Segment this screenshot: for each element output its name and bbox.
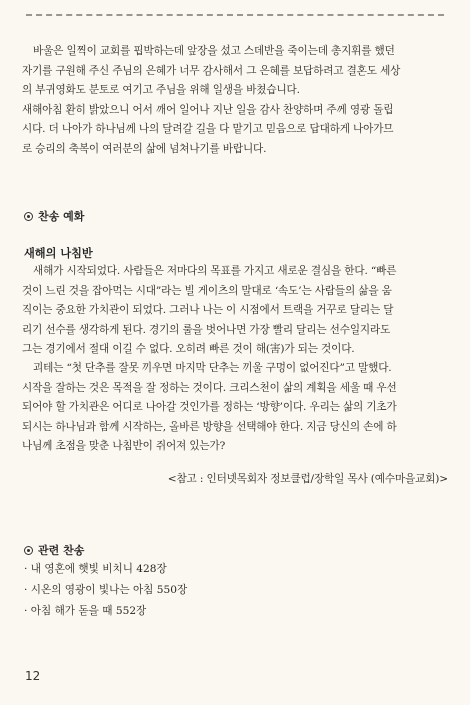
text-line: 되어야 할 가치관은 어디로 나아갈 것인가를 정하는 ‘방향’이다. 우리는 삶의 기초가 (22, 401, 397, 413)
story-title: 새해의 나침반 (24, 247, 93, 260)
text-line: 의 부귀영화도 분토로 여기고 주님을 위해 일생을 바쳤습니다. (22, 84, 300, 96)
heading-label: 관련 찬송 (38, 544, 85, 557)
text-line: 되시는 하나님과 함께 시작하는, 올바른 방향을 선택해야 한다. 지금 당신의 손에 하 (22, 420, 397, 433)
text-line: 바울은 일찍이 교회를 핍박하는데 앞장을 섰고 스데반을 죽이는데 총지휘를 했던 (33, 45, 395, 57)
top-dashed-rule (26, 14, 444, 16)
list-item: · 아침 해가 돋을 때 552장 (24, 605, 147, 617)
list-item: · 시온의 영광이 빛나는 아침 550장 (24, 584, 188, 596)
text-line: 괴테는 “첫 단추를 잘못 끼우면 마지막 단추는 끼울 구멍이 없어진다”고 말했다. (33, 362, 392, 374)
text-line: 리기 선수를 생각하게 된다. 경기의 룰을 벗어나면 가장 빨리 달리는 선수일지라도 (22, 323, 391, 336)
page-number: 12 (25, 669, 41, 683)
story-paragraph-1 (22, 262, 450, 360)
related-hymns-heading (24, 542, 84, 558)
hymn-section-heading (24, 208, 84, 224)
intro-paragraph (22, 42, 450, 159)
list-item: · 내 영혼에 햇빛 비치니 428장 (24, 563, 167, 575)
heading-label: 찬송 예화 (38, 210, 85, 223)
text-line: 시다. 더 나아가 하나님께 나의 달려갈 길을 다 맡기고 믿음으로 답대하게 나아가므 (22, 123, 394, 135)
text-line: 로 승리의 축복이 여러분의 삶에 넘쳐나기를 바랍니다. (22, 142, 267, 155)
text-line: 새해가 시작되었다. 사람들은 저마다의 목표를 가지고 새로운 결심을 한다. “빠른 (33, 265, 397, 277)
story-paragraph-2 (22, 359, 450, 457)
text-line: 그는 경기에서 절대 이길 수 없다. 오히려 빠른 것이 해(害)가 되는 것이다. (22, 343, 355, 355)
text-line: 나님께 초점을 맞춘 나침반이 쥐어져 있는가? (22, 440, 226, 452)
source-citation: <참고 : 인터넷목회자 정보클럽/장학일 목사 (예수마을교회)> (167, 473, 448, 485)
text-line: 시작을 잘하는 것은 목적을 잘 정하는 것이다. 크리스천이 삶의 계획을 세울 때 우선 (22, 381, 397, 394)
text-line: 새해아침 환히 밝았으니 어서 깨어 일어나 지난 일을 감사 찬양하며 주께 영광 돌립 (22, 103, 394, 116)
related-hymns-list (24, 559, 187, 622)
circle-bullet-icon (24, 546, 33, 555)
circle-bullet-icon (24, 212, 33, 221)
text-line: 자기를 구원해 주신 주님의 은혜가 너무 감사해서 그 은혜를 보답하려고 결혼도 세상 (22, 64, 401, 77)
text-line: 직이는 중요한 가치관이 되었다. 그러나 나는 이 시점에서 트랙을 거꾸로 달리는 달 (22, 304, 394, 316)
text-line: 것이 느린 것을 잡아먹는 시대”라는 빌 게이츠의 말대로 ‘속도’는 사람들의 삶을 움 (22, 284, 392, 297)
